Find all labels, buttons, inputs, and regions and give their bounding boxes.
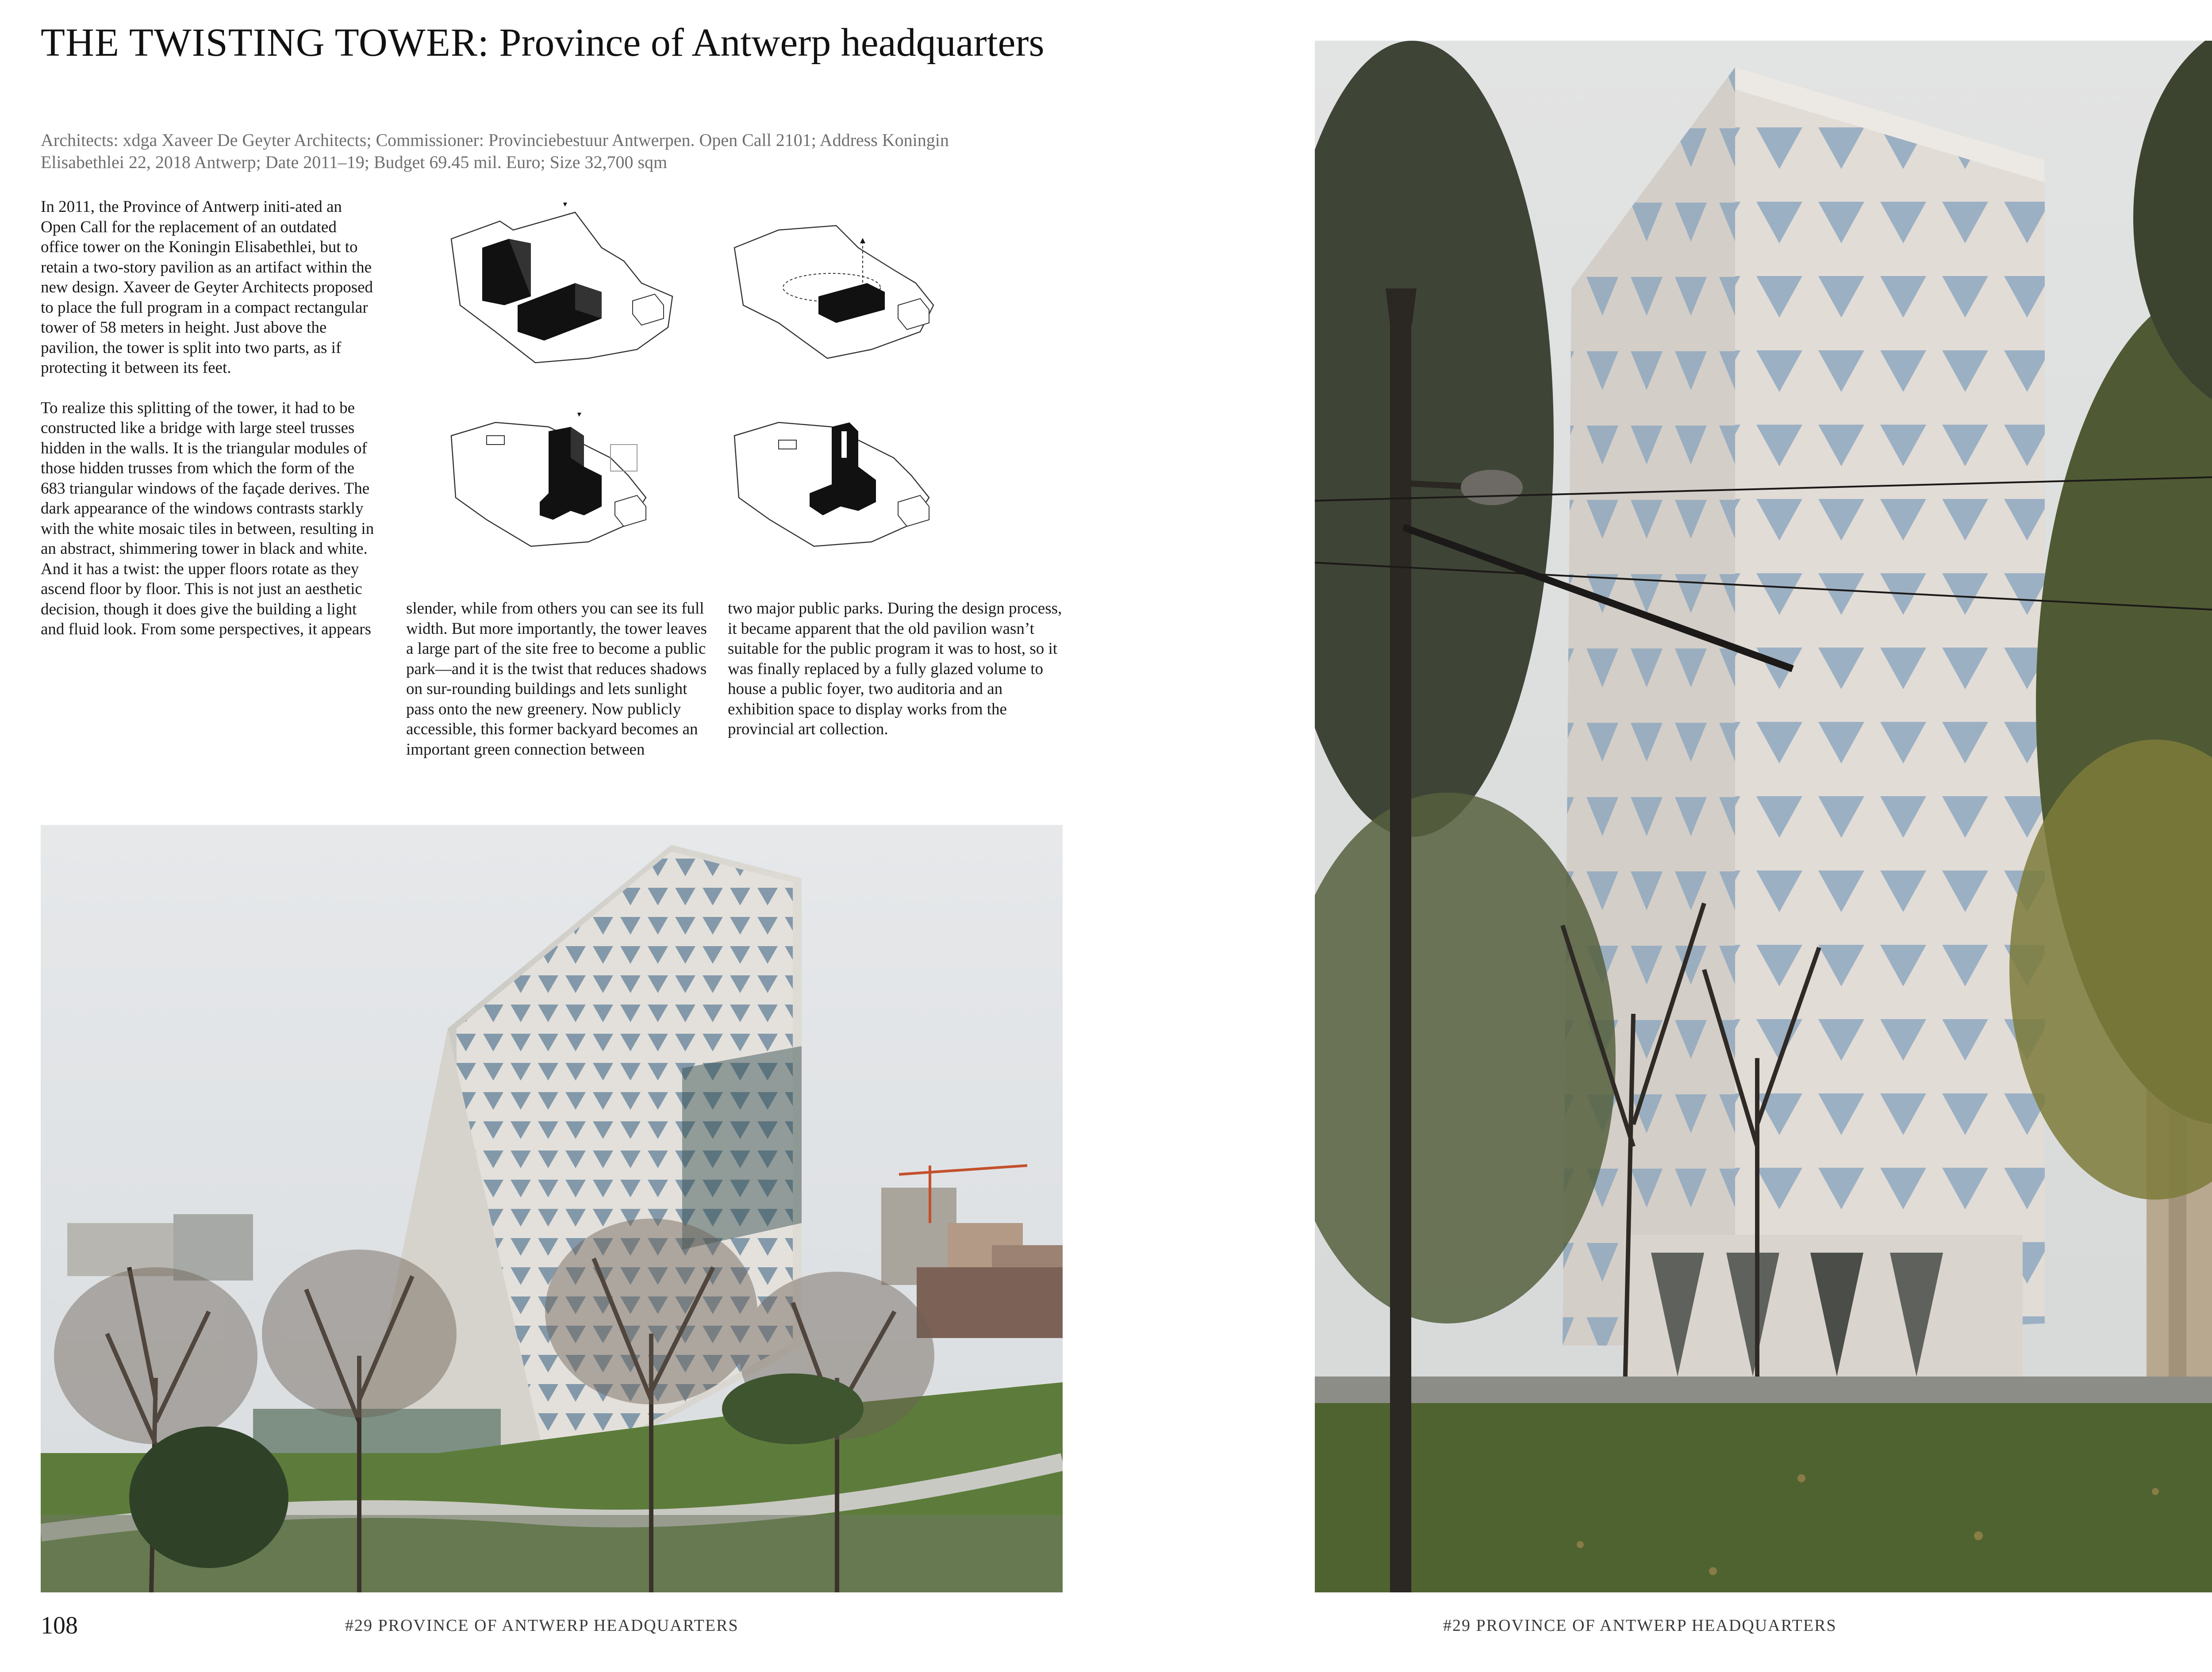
running-head-right: #29 PROVINCE OF ANTWERP HEADQUARTERS (1443, 1616, 1837, 1635)
title-caps: THE TWISTING TOWER: (41, 21, 489, 65)
photo-right-illustration (1315, 41, 2212, 1592)
photo-left-illustration (41, 825, 1063, 1592)
body-column-2: slender, while from others you can see its full width. But more importantly, the tower leaves a large part of the site free to become a public park—and it is the twist that reduces shadows on sur-rounding buildings and lets sunlight pass onto the new greenery. Now publicly accessible, this former backyard becomes an important green connection between (406, 599, 707, 759)
body-paragraph-2: To realize this splitting of the tower, it had to be constructed like a bridge with large steel trusses hidden in the walls. It is the triangular modules of those hidden trusses from which the form of the 683 triangular windows of the façade derives. The dark appearance of the windows contrasts starkly with the white mosaic tiles in between, resulting in an abstract, shimmering tower in black and white. And it has a twist: the upper floors rotate as they ascend floor by floor. This is not just an aesthetic decision, though it does give the building a light and fluid look. From some perspectives, it appears (41, 399, 374, 638)
title-rest: Province of Antwerp headquarters (489, 21, 1045, 65)
running-head-left: #29 PROVINCE OF ANTWERP HEADQUARTERS (345, 1616, 739, 1635)
page-number-left: 108 (41, 1612, 78, 1639)
massing-diagram-1 (442, 195, 690, 367)
massing-diagram-2 (726, 217, 973, 367)
project-credits: Architects: xdga Xaveer De Geyter Architects; Commissioner: Provinciebestuur Antwerpen. Open Call 2101; Address Koningin Elisabethlei 22, 2018 Antwerp; Date 2011–19; Budget 69.45 mil. Euro; Size 32,700 sqm (41, 130, 949, 172)
photo-tower-park-view (41, 825, 1063, 1592)
body-paragraph-1: In 2011, the Province of Antwerp initi-ated an Open Call for the replacement of an outdated office tower on the Koningin Elisabethlei, but to retain a two-story pavilion as an artifact within the new design. Xaveer de Geyter Architects proposed to place the full program in a compact rectangular tower of 58 meters in height. Just above the pavilion, the tower is split into two parts, as if protecting it between its feet. (41, 198, 373, 377)
massing-diagram-3 (442, 409, 690, 551)
massing-diagram-4 (726, 409, 973, 551)
body-column-1 (41, 197, 375, 660)
body-column-3: two major public parks. During the design process, it became apparent that the old pavilion wasn’t suitable for the public program it was to host, so it was finally replaced by a fully glazed volume to house a public foyer, two auditoria and an exhibition space to display works from the provincial art collection. (728, 599, 1062, 738)
article-title (41, 20, 1058, 66)
photo-tower-street-view (1315, 41, 2212, 1592)
